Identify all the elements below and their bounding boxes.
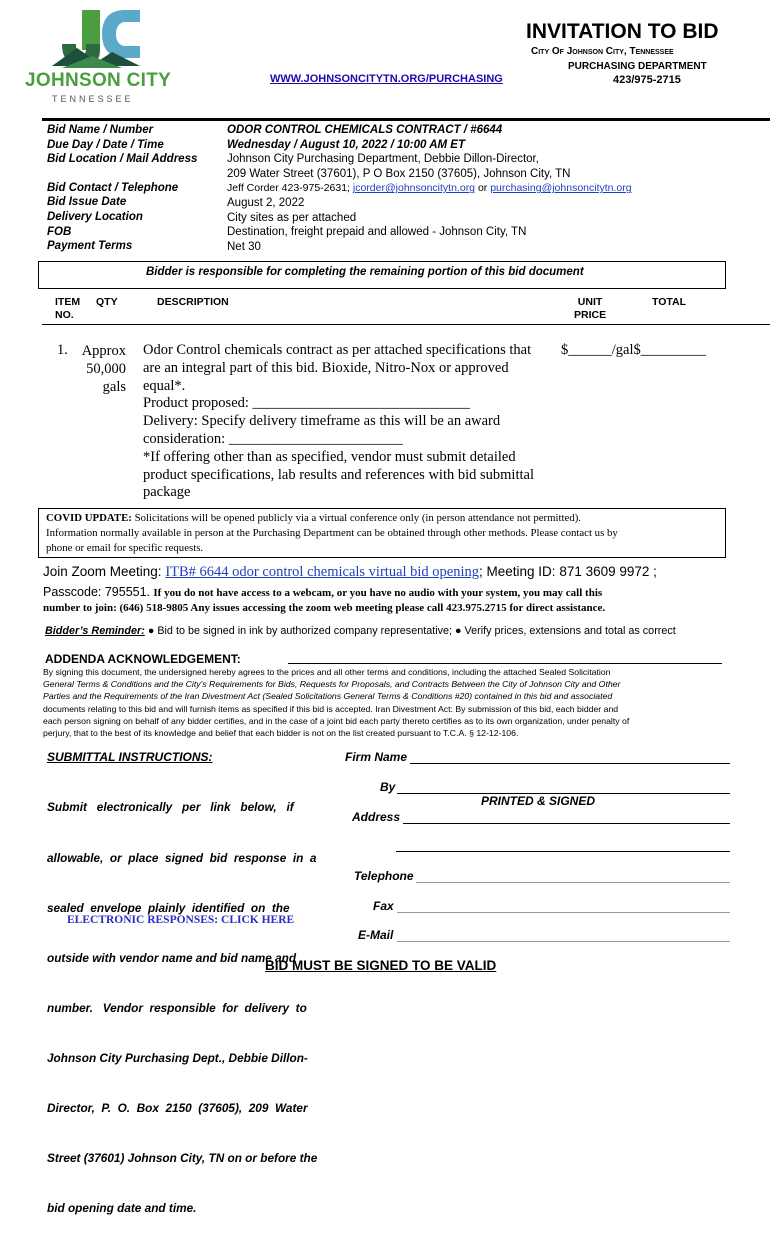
location-line-1: Johnson City Purchasing Department, Debbie Dillon-Director, [227,153,539,166]
covid-line-3: phone or email for specific requests. [46,542,204,554]
desc-line: *If offering other than as specified, vendor must submit detailed [143,448,516,465]
bid-info-values [227,123,632,254]
zoom-meeting-link[interactable]: ITB# 6644 odor control chemicals virtual bid opening [165,564,480,580]
label-delivery: Delivery Location [47,210,143,223]
location-line-2: 209 Water Street (37601), P O Box 2150 (37605), Johnson City, TN [227,167,571,180]
address-field-2[interactable] [396,851,730,852]
col-item-no: ITEM NO. [55,296,81,321]
due-value: Wednesday / August 10, 2022 / 10:00 AM ET [227,138,465,151]
fob-value: Destination, freight prepaid and allowed - Johnson City, TN [227,226,527,239]
printed-signed-label: PRINTED & SIGNED [481,794,596,808]
zoom-meeting-line [43,564,657,581]
delivery-consideration-field[interactable]: consideration: ________________________ [143,430,403,447]
addenda-line: each person signing on behalf of any bidder certifies, and in the case of a joint bid each party thereto certifies as to its own organization, under penalty of [43,715,630,726]
submittal-title: SUBMITTAL INSTRUCTIONS: [47,750,213,764]
contact-name: Jeff Corder 423-975-2631; [227,182,353,195]
submittal-line: Submit electronically per link below, if [47,800,294,815]
col-description: DESCRIPTION [157,296,229,308]
col-total: TOTAL [652,296,687,308]
addenda-line: documents relating to this bid and will furnish items as specified if this bid is accepted. Iran Divestment Act: By submission of this bid, each bidder and [43,703,619,714]
addenda-text [43,666,629,739]
reminder-label: Bidder’s Reminder: [45,625,145,637]
desc-line: Delivery: Specify delivery timeframe as this will be an award [143,413,501,430]
email-label: E-Mail [358,928,394,942]
purchasing-email-link[interactable]: purchasing@johnsoncitytn.org [490,182,632,195]
submittal-line: sealed envelope plainly identified on the [47,900,290,915]
addenda-line: perjury, that to the best of its knowledge and belief that each bidder is not on the list created pursuant to T.C.A. § 12-12-106. [43,728,519,739]
covid-line-2: Information normally available in person at the Purchasing Department can be obtained through other methods. Please contact us by [46,527,618,539]
desc-line: package [143,484,191,501]
covid-label: COVID UPDATE: [46,512,132,524]
item-qty [76,342,126,396]
zoom-passcode-line [43,585,602,599]
price-fields[interactable]: $______/gal$_________ [561,342,706,358]
zoom-meeting-id: ; Meeting ID: 871 3609 9972 ; [479,564,657,579]
address-label: Address [352,810,401,824]
label-due: Due Day / Date / Time [47,138,164,151]
desc-line: Odor Control chemicals contract as per attached specifications that [143,342,532,358]
page-title: INVITATION TO BID [526,20,719,43]
product-proposed-field[interactable]: Product proposed: ______________________________ [143,395,471,412]
firm-name-label: Firm Name [345,750,408,764]
desc-line: are an integral part of this bid. Bioxide, Nitro-Nox or approved [143,359,509,376]
submittal-line: Johnson City Purchasing Dept., Debbie Dillon- [47,1050,308,1065]
electronic-responses-link[interactable]: ELECTRONIC RESPONSES: CLICK HERE [67,914,295,926]
submittal-line: bid opening date and time. [47,1201,197,1216]
payment-value: Net 30 [227,240,261,253]
label-issue-date: Bid Issue Date [47,196,127,209]
label-payment: Payment Terms [47,240,133,253]
bid-name-value: ODOR CONTROL CHEMICALS CONTRACT / #6644 [227,124,503,136]
addenda-label: ADDENDA ACKNOWLEDGEMENT: [45,652,241,666]
delivery-value: City sites as per attached [227,211,357,224]
contact-email-link[interactable]: jcorder@johnsoncitytn.org [352,182,476,195]
submittal-text [47,766,317,1234]
by-label: By [380,780,396,794]
zoom-label: Join Zoom Meeting: [43,564,162,579]
bidder-note-box [38,261,726,289]
submittal-line: outside with vendor name and bid name and [47,950,297,965]
telephone-field[interactable] [416,882,730,883]
email-field[interactable] [397,941,730,942]
department-phone: 423/975-2715 [613,74,681,86]
addenda-fields[interactable] [288,662,722,664]
submittal-line: number. Vendor responsible for delivery to [47,1000,307,1015]
issue-date-value: August 2, 2022 [227,196,305,209]
zoom-passcode: Passcode: 795551. [43,585,151,599]
submittal-line: allowable, or place signed bid response in a [47,850,317,865]
label-location: Bid Location / Mail Address [47,153,198,166]
covid-update-box [38,508,726,558]
bidders-reminder [45,625,676,637]
city-name: City Of Johnson City, Tennessee [531,46,674,57]
addenda-line: General Terms & Conditions and the City's Requirements for Bids, Requests for Proposals, and Contracts Between the City of Johnson City and Other [43,679,621,690]
department-name: PURCHASING DEPARTMENT [568,61,707,72]
zoom-note-2: number to join: (646) 518-9805 Any issues accessing the zoom web meeting please call 423.975.2715 for direct assistance. [43,602,606,614]
address-field[interactable] [403,823,730,824]
item-description [143,342,553,502]
desc-line: product specifications, lab results and references with bid submittal [143,466,534,483]
qty-line-2: 50,000 [86,361,126,377]
contact-value [227,181,632,196]
item-number: 1. [57,342,68,358]
bid-info-labels [47,123,197,254]
reminder-text: ● Bid to be signed in ink by authorized company representative; ● Verify prices, extensions and total as correct [147,625,676,637]
zoom-note-1: If you do not have access to a webcam, or you have no audio with your system, you may call this [153,587,603,599]
telephone-label: Telephone [354,869,414,883]
header-divider [42,118,770,121]
table-header-divider [42,324,770,325]
submittal-line: Street (37601) Johnson City, TN on or before the [47,1151,318,1166]
fax-field[interactable] [397,912,730,913]
footer-notice: BID MUST BE SIGNED TO BE VALID [265,958,497,973]
purchasing-url-link[interactable]: WWW.JOHNSONCITYTN.ORG/PURCHASING [270,73,503,85]
fax-label: Fax [373,899,394,913]
label-bid-name: Bid Name / Number [47,124,154,136]
col-unit-price: UNIT PRICE [574,296,607,321]
label-fob: FOB [47,225,72,238]
qty-line-1: Approx [81,343,126,359]
addenda-line: Parties and the Requirements of the Iran Divestment Act (Sealed Solicitations General Terms & Conditions #20) contained in this bid and associated [43,691,613,702]
addenda-line: By signing this document, the undersigned hereby agrees to the prices and all other terms and conditions, including the attached Sealed Solicitation [43,667,611,677]
label-contact: Bid Contact / Telephone [47,181,179,194]
desc-line: equal*. [143,377,186,394]
logo-state: TENNESSEE [52,94,134,104]
contact-or: or [475,182,491,195]
logo-name: JOHNSON CITY [25,70,172,91]
submittal-line: Director, P. O. Box 2150 (37605), 209 Water [47,1101,308,1116]
col-qty: QTY [96,296,118,308]
covid-line-1: Solicitations will be opened publicly via a virtual conference only (in person attendance not permitted). [134,512,582,524]
qty-line-3: gals [102,379,126,395]
firm-name-field[interactable] [410,763,730,764]
bidder-note: Bidder is responsible for completing the remaining portion of this bid document [146,266,584,278]
